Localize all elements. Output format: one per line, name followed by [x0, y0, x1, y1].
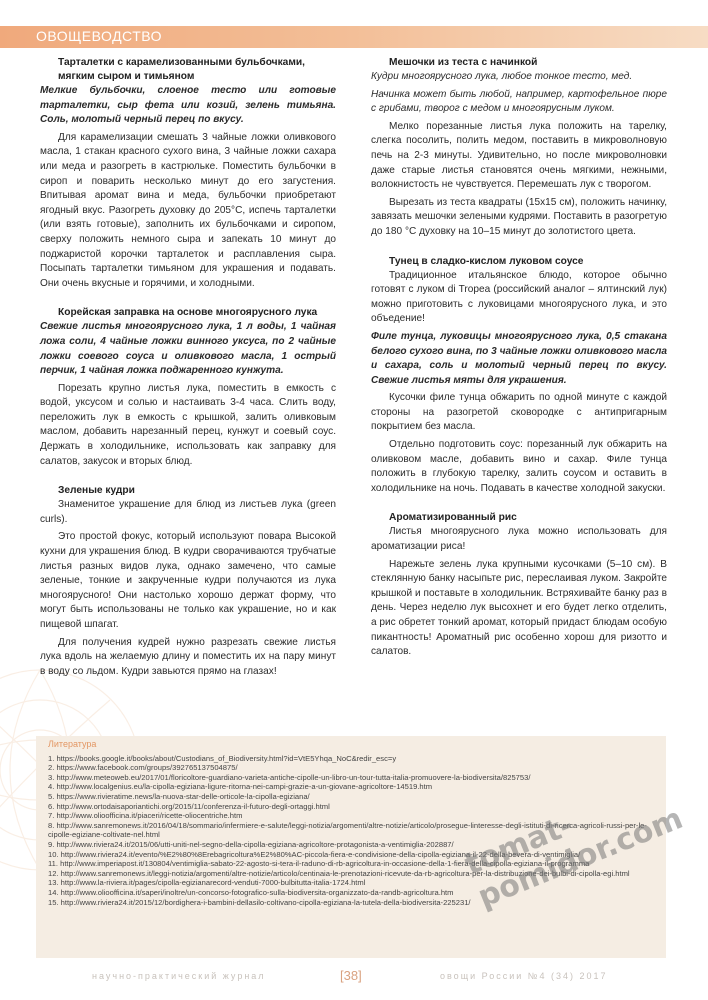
journal-name: научно-практический журнал [92, 971, 266, 981]
site-watermark: tomat-pomidor.com [460, 801, 688, 915]
literature-item[interactable]: 10. http://www.riviera24.it/evento/%E2%80%8Erebagricoltura%E2%80%AC-piccola-fiera-e-condivisione-della-cipolla-egiziana-il-22-della-bevera-di-ventimiglia/ [48, 849, 581, 859]
magazine-issue: овощи России №4 (34) 2017 [440, 971, 608, 981]
recipe-ingredients-tuna: Филе тунца, луковицы многоярусного лука, 0,5 стакана белого сухого вина, по 3 чайные ложки оливкового масла и сахара, соль и молотый черный перец по вкусу. Свежие листья мяты для украшения. [371, 330, 667, 386]
recipe-text: Для получения кудрей нужно разрезать свежие листья лука вдоль на желаемую длину и поместить их на пару минут в воду со льдом. Кудри завьются прямо на глазах! [40, 636, 336, 677]
recipe-title-korean-dressing: Корейская заправка на основе многоярусного лука [58, 307, 318, 319]
section-title: ОВОЩЕВОДСТВО [36, 28, 163, 44]
recipe-text: Это простой фокус, который используют повара Высокой кухни для украшения блюд. В кудри сворачиваются трубчатые листья разных видов лука, однако замечено, что самые зеленые, тонкие и закрученные кудри получаются из лука многоярусного! Они настолько хорошо держат форму, что могут быть использованы не только как украшение, но и как пищевой шпагат. [40, 531, 336, 630]
literature-item[interactable]: 3. http://www.meteoweb.eu/2017/01/floricoltore-guardiano-varieta-antiche-cipolle-un-libro-un-tour-tutta-italia-promuovere-la-biodiversita/825753/ [48, 772, 531, 782]
recipe-ingredients-tartlets: Мелкие бульбочки, слоеное тесто или готовые тарталетки, сыр фета или козий, зелень тимьяна. Соль, молотый черный перец по вкусу. [40, 85, 336, 126]
literature-item[interactable]: 11. http://www.imperiapost.it/130804/ventimiglia-sabato-22-agosto-si-tera-il-raduno-di-rb-agricoltura-in-occasione-della-1-fiera-della-cipolla-egiziana-il-programma [48, 859, 590, 869]
literature-item[interactable]: 1. https://books.google.it/books/about/Custodians_of_Biodiversity.html?id=VtE5Yhqa_NoC&redir_esc=y [48, 753, 397, 763]
literature-item[interactable]: 15. http://www.riviera24.it/2015/12/bordighera-i-bambini-dellasilo-coltivano-cipolla-egiziana-la-tutela-della-biodiversita-225231/ [48, 897, 471, 907]
literature-item[interactable]: 7. http://www.olioofficina.it/piaceri/ricette-oliocentriche.htm [48, 811, 243, 821]
recipe-title-tuna: Тунец в сладко-кислом луковом соусе [389, 255, 584, 267]
recipe-ingredients-pouches: Кудри многоярусного лука, любое тонкое тесто, мед. [371, 71, 633, 82]
recipe-text: Для карамелизации смешать 3 чайные ложки оливкового масла, 1 стакан красного сухого вина, 3 чайные ложки сахара или меда и разогреть в кастрюльке. Поместить бульбочки в сироп и поварить несколько минут до его загустения. Впитывая аромат вина и меда, бульбочки приобретают ягодный вкус. Разогреть духовку до 205°С, испечь тарталетки (или взять готовые), заполнить их бульбочками и сиропом, сверху положить немного сыра и запекать 10 минут до поджаристой корочки тарталеток и расплавления сыра. Посыпать тарталетки тимьяном для украшения и подавать. Они очень вкусные и горячими, и холодными. [40, 131, 336, 289]
page-footer [0, 968, 708, 988]
recipe-title-flavored-rice: Ароматизированный рис [389, 512, 517, 524]
recipe-text: Традиционное итальянское блюдо, которое обычно готовят с луком di Tropea (российский аналог – ялтинский лук) можно приготовить с луковицами многоярусного лука, и это объедение! [371, 269, 667, 325]
recipe-title-tartlets: Тарталетки с карамелизованными бульбочками, мягким сыром и тимьяном [58, 57, 305, 82]
recipe-title-dough-pouches: Мешочки из теста с начинкой [389, 57, 538, 68]
recipe-filling-note: Начинка может быть любой, например, картофельное пюре с грибами, творог с медом и многоярусным луком. [371, 88, 667, 115]
literature-item[interactable]: 6. http://www.ortodaisaporiantichi.org/2015/11/conferenza-il-futuro-degli-ortaggi.html [48, 801, 330, 811]
literature-item[interactable]: 4. http://www.localgenius.eu/la-cipolla-egiziana-ligure-ritorna-nei-campi-grazie-a-un-giovane-agricoltore-14519.htm [48, 782, 433, 792]
literature-item[interactable]: 12. http://www.sanremonews.it/leggi-notizia/argomenti/altre-notizie/articolo/centinaia-le-prenotazioni-ricevute-da-rb-agricoltura-per-la-distribuzione-dei-bulbi-di-cipolla-egi.html [48, 868, 630, 878]
literature-item[interactable]: 14. http://www.olioofficina.it/saperi/inoltre/un-concorso-fotografico-sulla-biodiversita-organizzato-da-randb-agricoltura.htm [48, 887, 454, 897]
left-column [40, 56, 336, 682]
recipe-title-green-curls: Зеленые кудри [58, 485, 135, 497]
recipe-text: Мелко порезанные листья лука положить на тарелку, слегка посолить, полить медом, поставить в микроволновую печь на 2-3 минуты. Удивительно, но после микроволновки даже старые листья становятся очень мягкими, нежными, волокнистость не чувствуется. Перемешать лук с творогом. [371, 120, 667, 191]
recipe-text: Нарежьте зелень лука крупными кусочками (5–10 см). В стеклянную банку насыпьте рис, переслаивая луком. Закройте крышкой и поставьте в холодильник. Встряхивайте банку раз в день. Через неделю лук высохнет и его будет легко отделить, а рис обретет тонкий аромат, который придаст блюдам особую пикантность! Ароматный рис особенно хорош для ризотто и салатов. [371, 558, 667, 658]
recipe-text: Листья многоярусного лука можно использовать для ароматизации риса! [371, 526, 667, 553]
literature-item[interactable]: 5. https://www.rivieratime.news/la-nuova-star-delle-orticole-la-cipolla-egiziana/ [48, 791, 310, 801]
recipe-text: Кусочки филе тунца обжарить по одной минуте с каждой стороны на разогретой сковородке с антипригарным покрытием без масла. [371, 392, 667, 433]
section-header-bar [0, 26, 708, 48]
literature-title: Литература [48, 739, 97, 749]
literature-item[interactable]: 8. http://www.sanremonews.it/2016/04/18/sommario/infermiere-e-salute/leggi-notizia/argomenti/altre-notizie/articolo/prosegue-linteresse-degli-istituti-di-ricerca-agricoli-russi-per-le-cipolle-egiziane-coltivate-nel.html [48, 820, 647, 840]
recipe-text: Вырезать из теста квадраты (15х15 см), положить начинку, завязать мешочки зелеными кудрями. Поставить в разогретую до 180 °С духовку на 10–15 минут до золотистого цвета. [371, 196, 667, 237]
right-column [371, 56, 667, 663]
recipe-text: Порезать крупно листья лука, поместить в емкость с водой, уксусом и солью и настаивать 3-4 часа. Слить воду, переложить лук в емкость с крышкой, залить оливковым маслом, добавить нарезанный перец, кунжут и соевый соус. Держать в холодильнике, использовать как заправку для салатов, закусок и вторых блюд. [40, 382, 336, 467]
recipe-text: Знаменитое украшение для блюд из листьев лука (green curls). [40, 499, 336, 525]
recipe-text: Отдельно подготовить соус: порезанный лук обжарить на оливковом масле, добавить вино и сахар. Филе тунца положить в глубокую тарелку, залить соусом и оставить в холодильнике на ночь. Подавать в качестве холодной закуски. [371, 439, 667, 494]
recipe-ingredients-korean: Свежие листья многоярусного лука, 1 л воды, 1 чайная ложа соли, 4 чайные ложки винного уксуса, по 2 чайные ложки соевого соуса и оливкового масла, 1 острый перчик, 1 чайная ложка поджаренного кунжута. [40, 321, 336, 377]
literature-item[interactable]: 13. http://www.la-riviera.it/pages/cipolla-egizianarecord-venduti-7000-bulbitutta-italia-1724.html [48, 878, 366, 888]
literature-item[interactable]: 9. http://www.riviera24.it/2015/06/utti-uniti-nel-segno-della-cipolla-egiziana-agricoltore-protagonista-a-ventimiglia-202887/ [48, 839, 454, 849]
literature-item[interactable]: 2. https://www.facebook.com/groups/392765137504875/ [48, 763, 238, 773]
page-number: [38] [340, 968, 362, 983]
